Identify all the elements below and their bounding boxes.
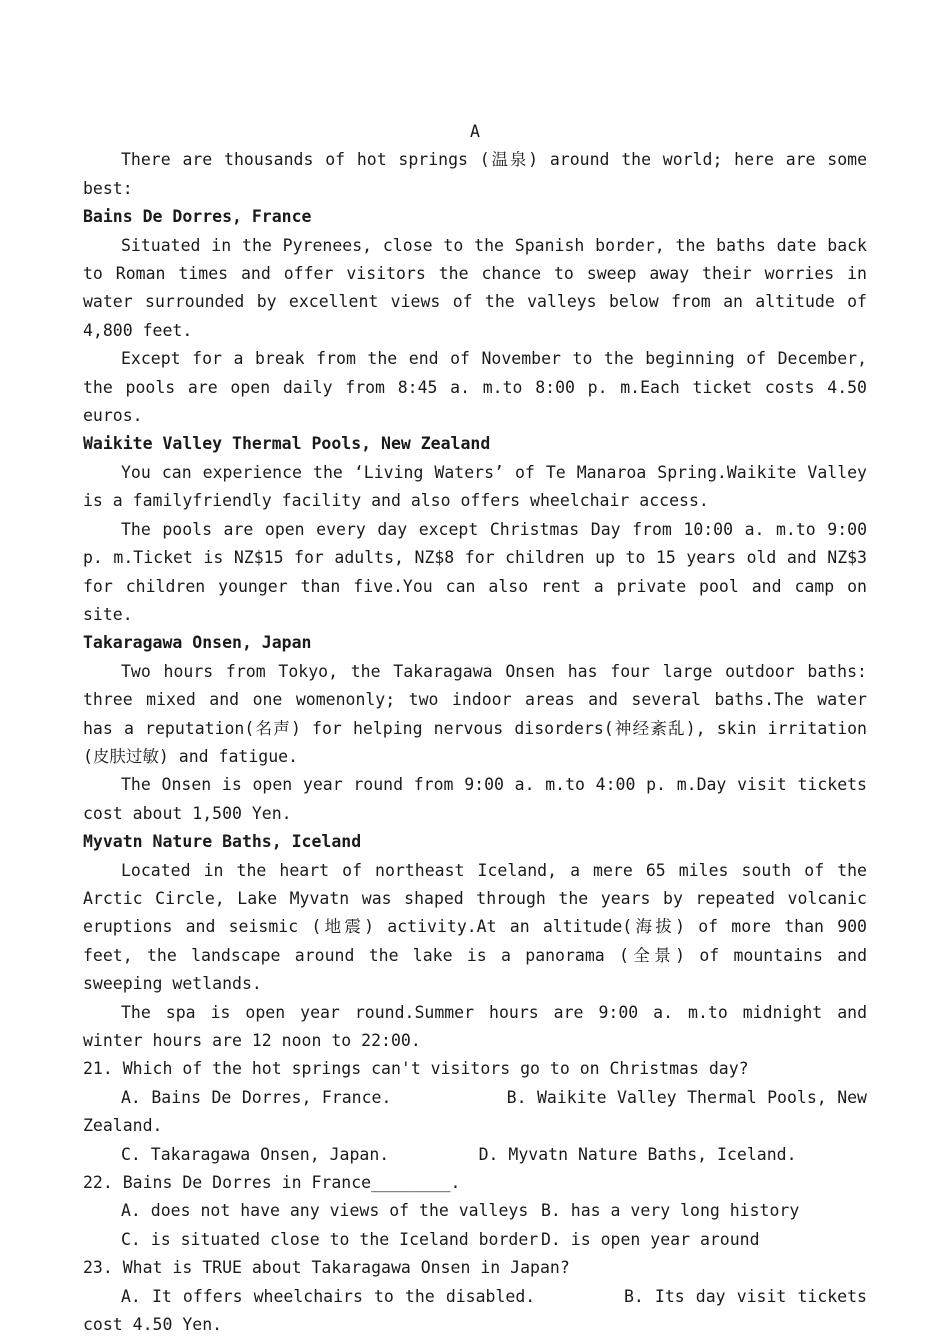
question-21-options-cd — [83, 1141, 867, 1169]
spring-paragraph: The spa is open year round.Summer hours are 9:00 a. m.to midnight and winter hours are 12 noon to 22:00. — [83, 1002, 867, 1050]
question-23-options-ab — [83, 1283, 867, 1340]
spring-paragraph: Situated in the Pyrenees, close to the Spanish border, the baths date back to Roman times and offer visitors the chance to sweep away their worries in water surrounded by excellent views of the valleys below from an altitude of 4,800 feet. — [83, 235, 867, 340]
question-stem-23: 23. What is TRUE about Takaragawa Onsen in Japan? — [83, 1258, 570, 1278]
passage — [83, 118, 867, 1339]
spring-heading-japan: Takaragawa Onsen, Japan — [83, 633, 312, 653]
spring-heading-france: Bains De Dorres, France — [83, 207, 312, 227]
spring-paragraph: Two hours from Tokyo, the Takaragawa Onsen has four large outdoor baths: three mixed and one womenonly; two indoor areas and several baths.The water has a reputation(名声) for helping nervous disorders(神经紊乱), skin irritation (皮肤过敏) and fatigue. — [83, 661, 867, 766]
spring-paragraph: Located in the heart of northeast Iceland, a mere 65 miles south of the Arctic Circle, Lake Myvatn was shaped through the years by repeated volcanic eruptions and seismic (地震) activity.At an altitude(海拔) of more than 900 feet, the landscape around the lake is a panorama (全景) of mountains and sweeping wetlands. — [83, 860, 867, 994]
option-23-b: B. Its day visit tickets cost 4.50 Yen. — [83, 1286, 867, 1335]
option-22-c: C. is situated close to the Iceland border — [121, 1229, 539, 1249]
option-21-c: C. Takaragawa Onsen, Japan. — [121, 1144, 390, 1164]
section-label: A — [470, 122, 480, 141]
option-22-d: D. is open year around — [541, 1229, 760, 1249]
spring-paragraph: You can experience the ‘Living Waters’ of Te Manaroa Spring.Waikite Valley is a familyfriendly facility and also offers wheelchair access. — [83, 462, 867, 511]
option-21-d: D. Myvatn Nature Baths, Iceland. — [478, 1144, 797, 1164]
option-22-a: A. does not have any views of the valleys — [121, 1201, 529, 1221]
spring-heading-new-zealand: Waikite Valley Thermal Pools, New Zealand — [83, 434, 491, 454]
spring-paragraph: Except for a break from the end of November to the beginning of December, the pools are open daily from 8:45 a. m.to 8:00 p. m.Each ticket costs 4.50 euros. — [83, 349, 867, 426]
option-21-b: B. Waikite Valley Thermal Pools, New Zealand. — [83, 1087, 867, 1136]
question-stem-22: 22. Bains De Dorres in France________. — [83, 1173, 461, 1193]
intro-paragraph: There are thousands of hot springs (温泉) around the world; here are some best: — [83, 150, 867, 198]
option-23-a: A. It offers wheelchairs to the disabled. — [121, 1286, 536, 1306]
spring-paragraph: The Onsen is open year round from 9:00 a. m.to 4:00 p. m.Day visit tickets cost about 1,500 Yen. — [83, 775, 867, 823]
question-22-options-cd — [83, 1226, 867, 1254]
option-22-b: B. has a very long history — [541, 1201, 800, 1221]
spring-heading-iceland: Myvatn Nature Baths, Iceland — [83, 832, 362, 852]
question-21-options-ab — [83, 1084, 867, 1141]
spring-paragraph: The pools are open every day except Christmas Day from 10:00 a. m.to 9:00 p. m.Ticket is NZ$15 for adults, NZ$8 for children up to 15 years old and NZ$3 for children younger than five.You can also rent a private pool and camp on site. — [83, 519, 867, 624]
question-stem-21: 21. Which of the hot springs can't visitors go to on Christmas day? — [83, 1059, 749, 1079]
question-22-options-ab — [83, 1197, 867, 1225]
option-21-a: A. Bains De Dorres, France. — [121, 1087, 392, 1107]
